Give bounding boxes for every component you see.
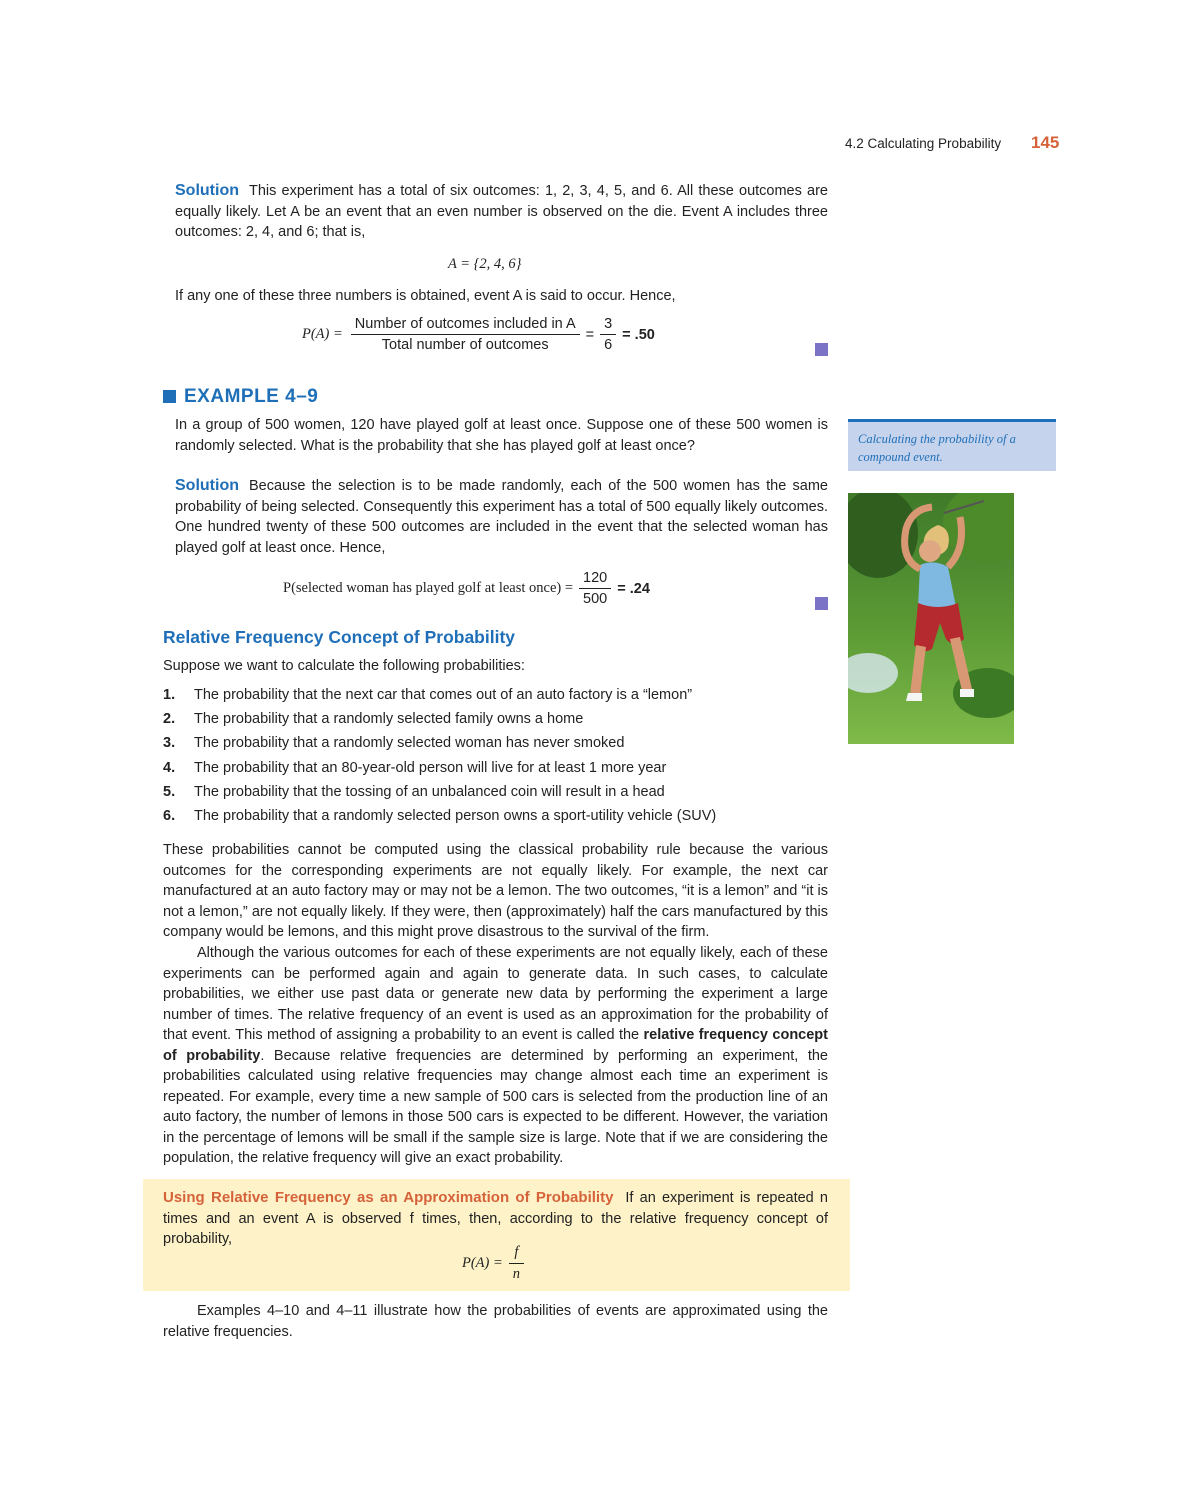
closing-paragraph: Examples 4–10 and 4–11 illustrate how the probabilities of events are approximated using the relative frequencies. bbox=[163, 1303, 828, 1340]
fraction-numerator: Number of outcomes included in A bbox=[351, 316, 580, 335]
definition-label: Using Relative Frequency as an Approximation of Probability bbox=[163, 1189, 614, 1206]
paragraph-2: Although the various outcomes for each of these experiments are not equally likely, each of these experiments can be performed again and again to generate data. In such cases, to calculate probabilities, we either use past data or generate new data by performing the experiment a large number of times. The relative frequency of an event is used as an approximation for the probability of that event. This method of assigning a probability to an event is called the relative frequency concept of probability. Because relative frequencies are determined by performing an experiment, the probabilities calculated using relative frequencies may change almost each time an experiment is repeated. For example, every time a new sample of 500 cars is selected from the production line of an auto factory, the number of lemons in those 500 cars is expected to be different. However, the variation in the percentage of lemons will be small if the sample size is large. Note that if we are considering the population, the relative frequency will give an exact probability. bbox=[163, 945, 828, 1166]
fraction-numerator: 120 bbox=[579, 570, 611, 589]
fraction-numerator: f bbox=[509, 1244, 524, 1264]
fraction-outcomes bbox=[351, 316, 580, 353]
fraction-denominator: 500 bbox=[583, 591, 608, 607]
example-square-icon bbox=[163, 390, 176, 403]
fraction-denominator: Total number of outcomes bbox=[381, 337, 549, 353]
set-formula: A = {2, 4, 6} bbox=[448, 256, 522, 272]
list-item: 4. The probability that an 80-year-old person will live for at least 1 more year bbox=[163, 760, 667, 776]
example-title: EXAMPLE 4–9 bbox=[184, 386, 319, 407]
key-term: relative frequency concept of probability bbox=[163, 1027, 828, 1064]
end-of-solution-icon bbox=[815, 343, 828, 356]
solution-text-2: If any one of these three numbers is obtained, event A is said to occur. Hence, bbox=[175, 288, 676, 304]
probability-formula-1 bbox=[302, 316, 655, 353]
solution-text: This experiment has a total of six outcomes: 1, 2, 3, 4, 5, and 6. All these outcomes are equally likely. Let A be an event that an even number is observed on the die. Event A includes three outcomes: 2, 4, and 6; that is, bbox=[175, 183, 828, 240]
solution-label: Solution bbox=[175, 182, 239, 199]
fraction-f-n bbox=[509, 1244, 524, 1283]
list-item: 5. The probability that the tossing of an unbalanced coin will result in a head bbox=[163, 784, 665, 800]
formula-lhs: P(selected woman has played golf at least once) = bbox=[283, 580, 574, 596]
relative-frequency-formula bbox=[462, 1244, 524, 1283]
formula-lhs: P(A) = bbox=[462, 1255, 503, 1271]
solution-label: Solution bbox=[175, 477, 239, 494]
formula-result: = .50 bbox=[622, 326, 655, 343]
equals-sign: = bbox=[585, 326, 595, 343]
fraction-120-500 bbox=[579, 570, 611, 607]
fraction-numerator: 3 bbox=[600, 316, 616, 335]
solution-paragraph bbox=[175, 181, 828, 243]
list-item: 6. The probability that a randomly selected person owns a sport-utility vehicle (SUV) bbox=[163, 808, 717, 824]
running-head: 4.2 Calculating Probability bbox=[845, 136, 1002, 151]
probability-formula-2 bbox=[283, 570, 650, 607]
formula-result: = .24 bbox=[617, 580, 650, 597]
solution-text: Because the selection is to be made randomly, each of the 500 women has the same probability of being selected. Consequently this experiment has a total of 500 equally likely outcomes. One hundred twenty of these 500 outcomes are included in the event that the selected woman has played golf at least once. Hence, bbox=[175, 478, 828, 556]
fraction-3-6 bbox=[600, 316, 616, 353]
page-number: 145 bbox=[1031, 133, 1060, 152]
example-problem: In a group of 500 women, 120 have played golf at least once. Suppose one of these 500 women is randomly selected. What is the probability that she has played golf at least once? bbox=[175, 417, 828, 454]
list-item: 1. The probability that the next car that comes out of an auto factory is a “lemon” bbox=[163, 687, 693, 703]
fraction-denominator: 6 bbox=[604, 337, 613, 353]
golfer-photo bbox=[848, 493, 1014, 744]
list-item: 3. The probability that a randomly selected woman has never smoked bbox=[163, 735, 625, 751]
definition-text: Using Relative Frequency as an Approximation of Probability If an experiment is repeated n times and an event A is observed f times, then, according to the relative frequency concept of probability, bbox=[163, 1189, 828, 1247]
fraction-denominator: n bbox=[512, 1266, 521, 1282]
list-item: 2. The probability that a randomly selected family owns a home bbox=[163, 711, 584, 727]
section-heading: Relative Frequency Concept of Probability bbox=[163, 627, 516, 647]
paragraph-1: These probabilities cannot be computed using the classical probability rule because the various outcomes for the corresponding experiments are not equally likely. For example, the next car manufactured at an auto factory may or may not be a lemon. The two outcomes, “it is a lemon” and “it is not a lemon,” are not equally likely. If they were, then (approximately) half the cars manufactured by this company would be lemons, and this might prove disastrous to the survival of the firm. bbox=[163, 842, 828, 940]
example-solution bbox=[175, 476, 828, 558]
section-intro: Suppose we want to calculate the following probabilities: bbox=[163, 658, 525, 674]
formula-lhs: P(A) = bbox=[302, 326, 343, 342]
example-heading bbox=[163, 386, 318, 408]
end-of-solution-icon bbox=[815, 597, 828, 610]
margin-note: Calculating the probability of a compound event. bbox=[848, 419, 1056, 471]
